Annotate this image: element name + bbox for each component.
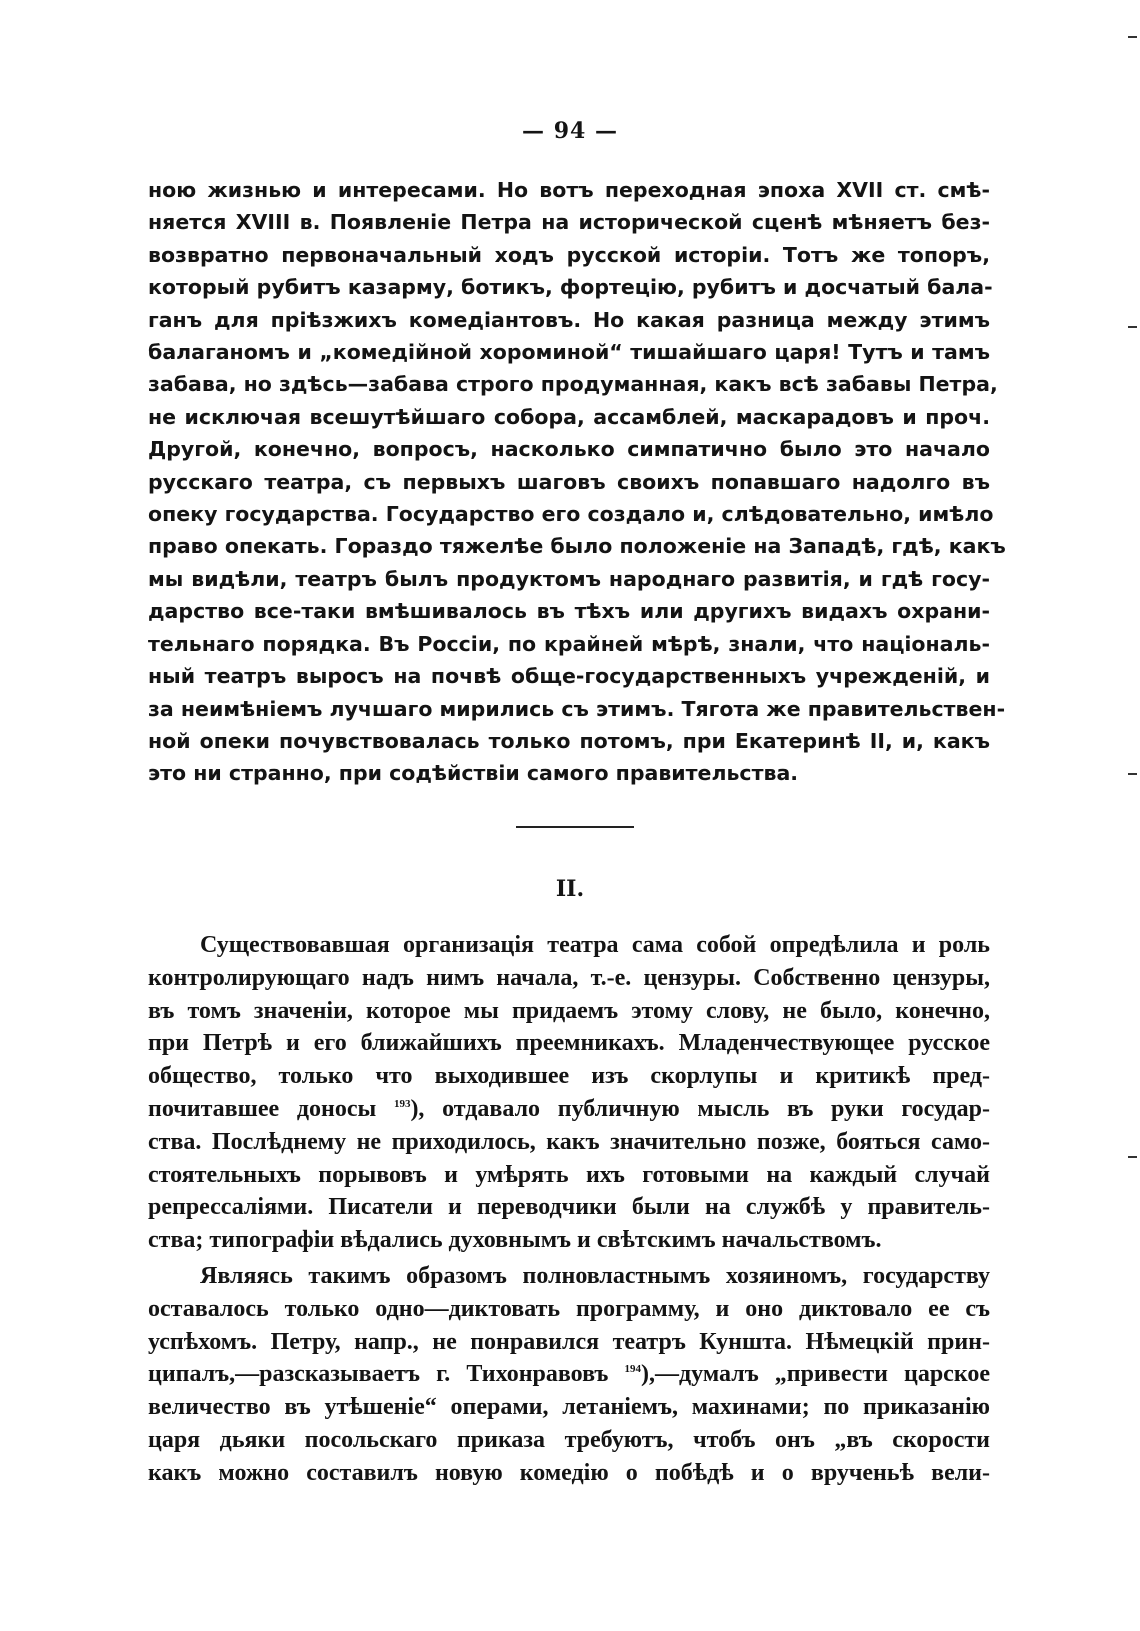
text-line: это ни странно, при содѣйствіи самого правительства. (148, 761, 799, 786)
text-line: царя дьяки посольскаго приказа требуютъ, чтобъ онъ „въ скорости (148, 1426, 990, 1453)
text-line: балаганомъ и „комедійной хороминой“ тишайшаго царя! Тутъ и тамъ (148, 340, 990, 365)
text-line: няется XVIII в. Появленіе Петра на исторической сценѣ мѣняетъ без- (148, 210, 990, 235)
scan-mark (1128, 1156, 1137, 1158)
scan-mark (1128, 326, 1137, 328)
paragraph-1 (148, 174, 1006, 790)
paragraph-3 (148, 1260, 990, 1490)
paragraph-2 (148, 929, 990, 1257)
page-number: — 94 — (522, 118, 618, 144)
text-line: дарство все-таки вмѣшивалось въ тѣхъ или другихъ видахъ охрани- (148, 599, 990, 624)
text-line: въ томъ значеніи, которое мы придаемъ этому слову, не было, конечно, (148, 997, 990, 1024)
section-1-text (148, 174, 1006, 790)
text-line: забава, но здѣсь—забава строго продуманная, какъ всѣ забавы Петра, (148, 372, 998, 397)
text-line (148, 1358, 990, 1391)
section-divider (516, 826, 634, 828)
text-line: ганъ для пріѣзжихъ комедіантовъ. Но какая разница между этимъ (148, 307, 990, 332)
text-line: русскаго театра, съ первыхъ шаговъ своихъ попавшаго надолго въ (148, 469, 990, 494)
text-fragment: почитавшее доносы (148, 1095, 394, 1122)
scan-mark (1128, 773, 1137, 775)
text-line: ства. Послѣднему не приходилось, какъ значительно позже, бояться само- (148, 1128, 990, 1155)
text-line: стоятельныхъ порывовъ и умѣрять ихъ готовыми на каждый случай (148, 1161, 990, 1188)
text-line: успѣхомъ. Петру, напр., не понравился театръ Кунштa. Нѣмецкій прин- (148, 1328, 990, 1355)
text-line: опеку государства. Государство его создало и, слѣдовательно, имѣло (148, 502, 994, 527)
text-fragment: ), отдавало публичную мысль въ руки государ- (410, 1095, 990, 1122)
text-line: Другой, конечно, вопросъ, насколько симпатично было это начало (148, 437, 990, 462)
text-line (148, 1093, 990, 1126)
text-line: какъ можно составилъ новую комедію о побѣдѣ и о врученьѣ вели- (148, 1459, 990, 1486)
text-line: репрессаліями. Писатели и переводчики были на службѣ у правитель- (148, 1194, 990, 1221)
text-fragment: ципалъ,—разсказываетъ г. Тихонравовъ (148, 1361, 625, 1388)
text-line: ства; типографіи вѣдались духовнымъ и свѣтскимъ начальствомъ. (148, 1227, 882, 1254)
text-line: при Петрѣ и его ближайшихъ преемникахъ. Младенчествующее русское (148, 1030, 990, 1057)
text-fragment: ),—думалъ „привести царское (641, 1361, 990, 1388)
footnote-ref-194[interactable]: 194 (624, 1363, 642, 1376)
text-line: Существовавшая организація театра сама собой опредѣлила и роль (200, 932, 990, 958)
text-line: мы видѣли, театръ былъ продуктомъ народнаго развитія, и гдѣ госу- (148, 566, 990, 591)
section-heading: II. (555, 876, 585, 902)
text-line: не исключая всешутѣйшаго собора, ассамблей, маскарадовъ и проч. (148, 404, 990, 429)
text-line: ною жизнью и интересами. Но вотъ переходная эпоха XVII ст. смѣ- (148, 178, 990, 202)
text-line: оставалось только одно—диктовать программу, и оно диктовало ее съ (148, 1295, 990, 1322)
text-line: величество въ утѣшеніе“ операми, летаніемъ, махинами; по приказанію (148, 1394, 990, 1421)
section-2-text (148, 929, 990, 1490)
text-line: тельнаго порядка. Въ Россіи, по крайней мѣрѣ, знали, что національ- (148, 631, 990, 656)
text-line: ный театръ выросъ на почвѣ обще-государственныхъ учрежденій, и (148, 664, 990, 689)
text-line: контролирующаго надъ нимъ начала, т.-е. цензуры. Собственно цензуры, (148, 964, 990, 991)
text-line: Являясь такимъ образомъ полновластнымъ хозяиномъ, государству (200, 1262, 990, 1289)
scan-mark (1128, 36, 1137, 38)
footnote-ref-193[interactable]: 193 (393, 1097, 411, 1110)
text-line: ной опеки почувствовалась только потомъ, при Екатеринѣ II, и, какъ (148, 728, 990, 753)
text-line: возвратно первоначальный ходъ русской исторіи. Тотъ же топоръ, (148, 242, 990, 267)
text-line: который рубитъ казарму, ботикъ, фортецію, рубитъ и досчатый бала- (148, 275, 993, 300)
text-line: право опекать. Гораздо тяжелѣе было положеніе на Западѣ, гдѣ, какъ (148, 534, 1006, 559)
text-line: общество, только что выходившее изъ скорлупы и критикѣ пред- (148, 1063, 990, 1090)
text-line: за неимѣніемъ лучшаго мирились съ этимъ. Тягота же правительствен- (148, 696, 1006, 721)
